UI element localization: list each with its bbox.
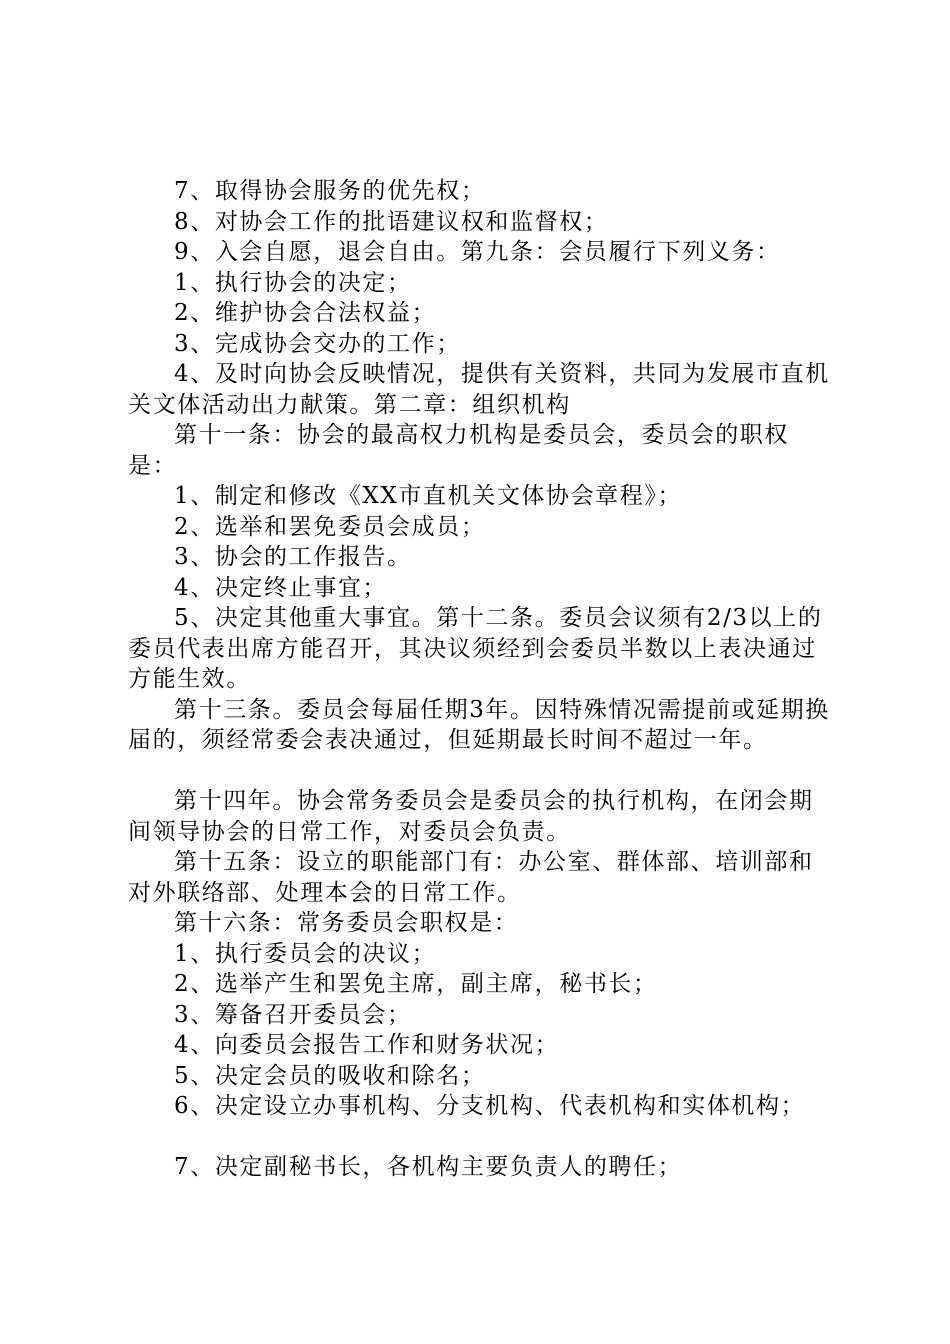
paragraph: 3、协会的工作报告。	[174, 544, 412, 570]
paragraph: 1、执行协会的决定；	[174, 269, 412, 296]
paragraph: 4、决定终止事宜；	[174, 574, 388, 601]
paragraph: 5、决定其他重大事宜。第十二条。委员会议须有2/3以上的委员代表出席方能召开，其决议须经到会委员半数以上表决通过方能生效。	[128, 605, 823, 692]
paragraph: 3、筹备召开委员会；	[174, 1001, 412, 1028]
paragraph: 第十三条。委员会每届任期3年。因特殊情况需提前或延期换届的，须经常委会表决通过，但延期最长时间不超过一年。	[128, 696, 830, 753]
paragraph: 7、决定副秘书长，各机构主要负责人的聘任；	[174, 1154, 683, 1180]
paragraph: 4、及时向协会反映情况，提供有关资料，共同为发展市直机关文体活动出力献策。第二章：组织机构	[128, 361, 830, 418]
paragraph: 6、决定设立办事机构、分支机构、代表机构和实体机构；	[174, 1093, 806, 1119]
paragraph: 7、取得协会服务的优先权；	[174, 178, 486, 204]
paragraph: 5、决定会员的吸收和除名；	[174, 1062, 486, 1089]
blank-line	[128, 1122, 838, 1153]
paragraph: 第十一条：协会的最高权力机构是委员会，委员会的职权是：	[128, 422, 789, 479]
paragraph: 2、维护协会合法权益；	[174, 300, 437, 326]
paragraph: 第十五条：设立的职能部门有：办公室、群体部、培训部和对外联络部、处理本会的日常工作。	[128, 849, 814, 906]
blank-line	[128, 756, 838, 787]
paragraph: 1、制定和修改《XX市直机关文体协会章程》；	[174, 483, 683, 509]
paragraph: 8、对协会工作的批语建议权和监督权；	[174, 208, 609, 235]
document-body	[128, 176, 838, 1183]
paragraph: 2、选举和罢免委员会成员；	[174, 513, 486, 540]
paragraph: 1、执行委员会的决议；	[174, 940, 437, 967]
paragraph: 3、完成协会交办的工作；	[174, 330, 461, 357]
paragraph: 4、向委员会报告工作和财务状况；	[174, 1032, 560, 1058]
paragraph: 第十六条：常务委员会职权是：	[174, 910, 519, 936]
paragraph: 第十四年。协会常务委员会是委员会的执行机构，在闭会期间领导协会的日常工作，对委员会负责。	[128, 788, 814, 845]
paragraph: 2、选举产生和罢免主席，副主席，秘书长；	[174, 971, 658, 997]
paragraph: 9、入会自愿，退会自由。第九条：会员履行下列义务：	[174, 239, 781, 265]
